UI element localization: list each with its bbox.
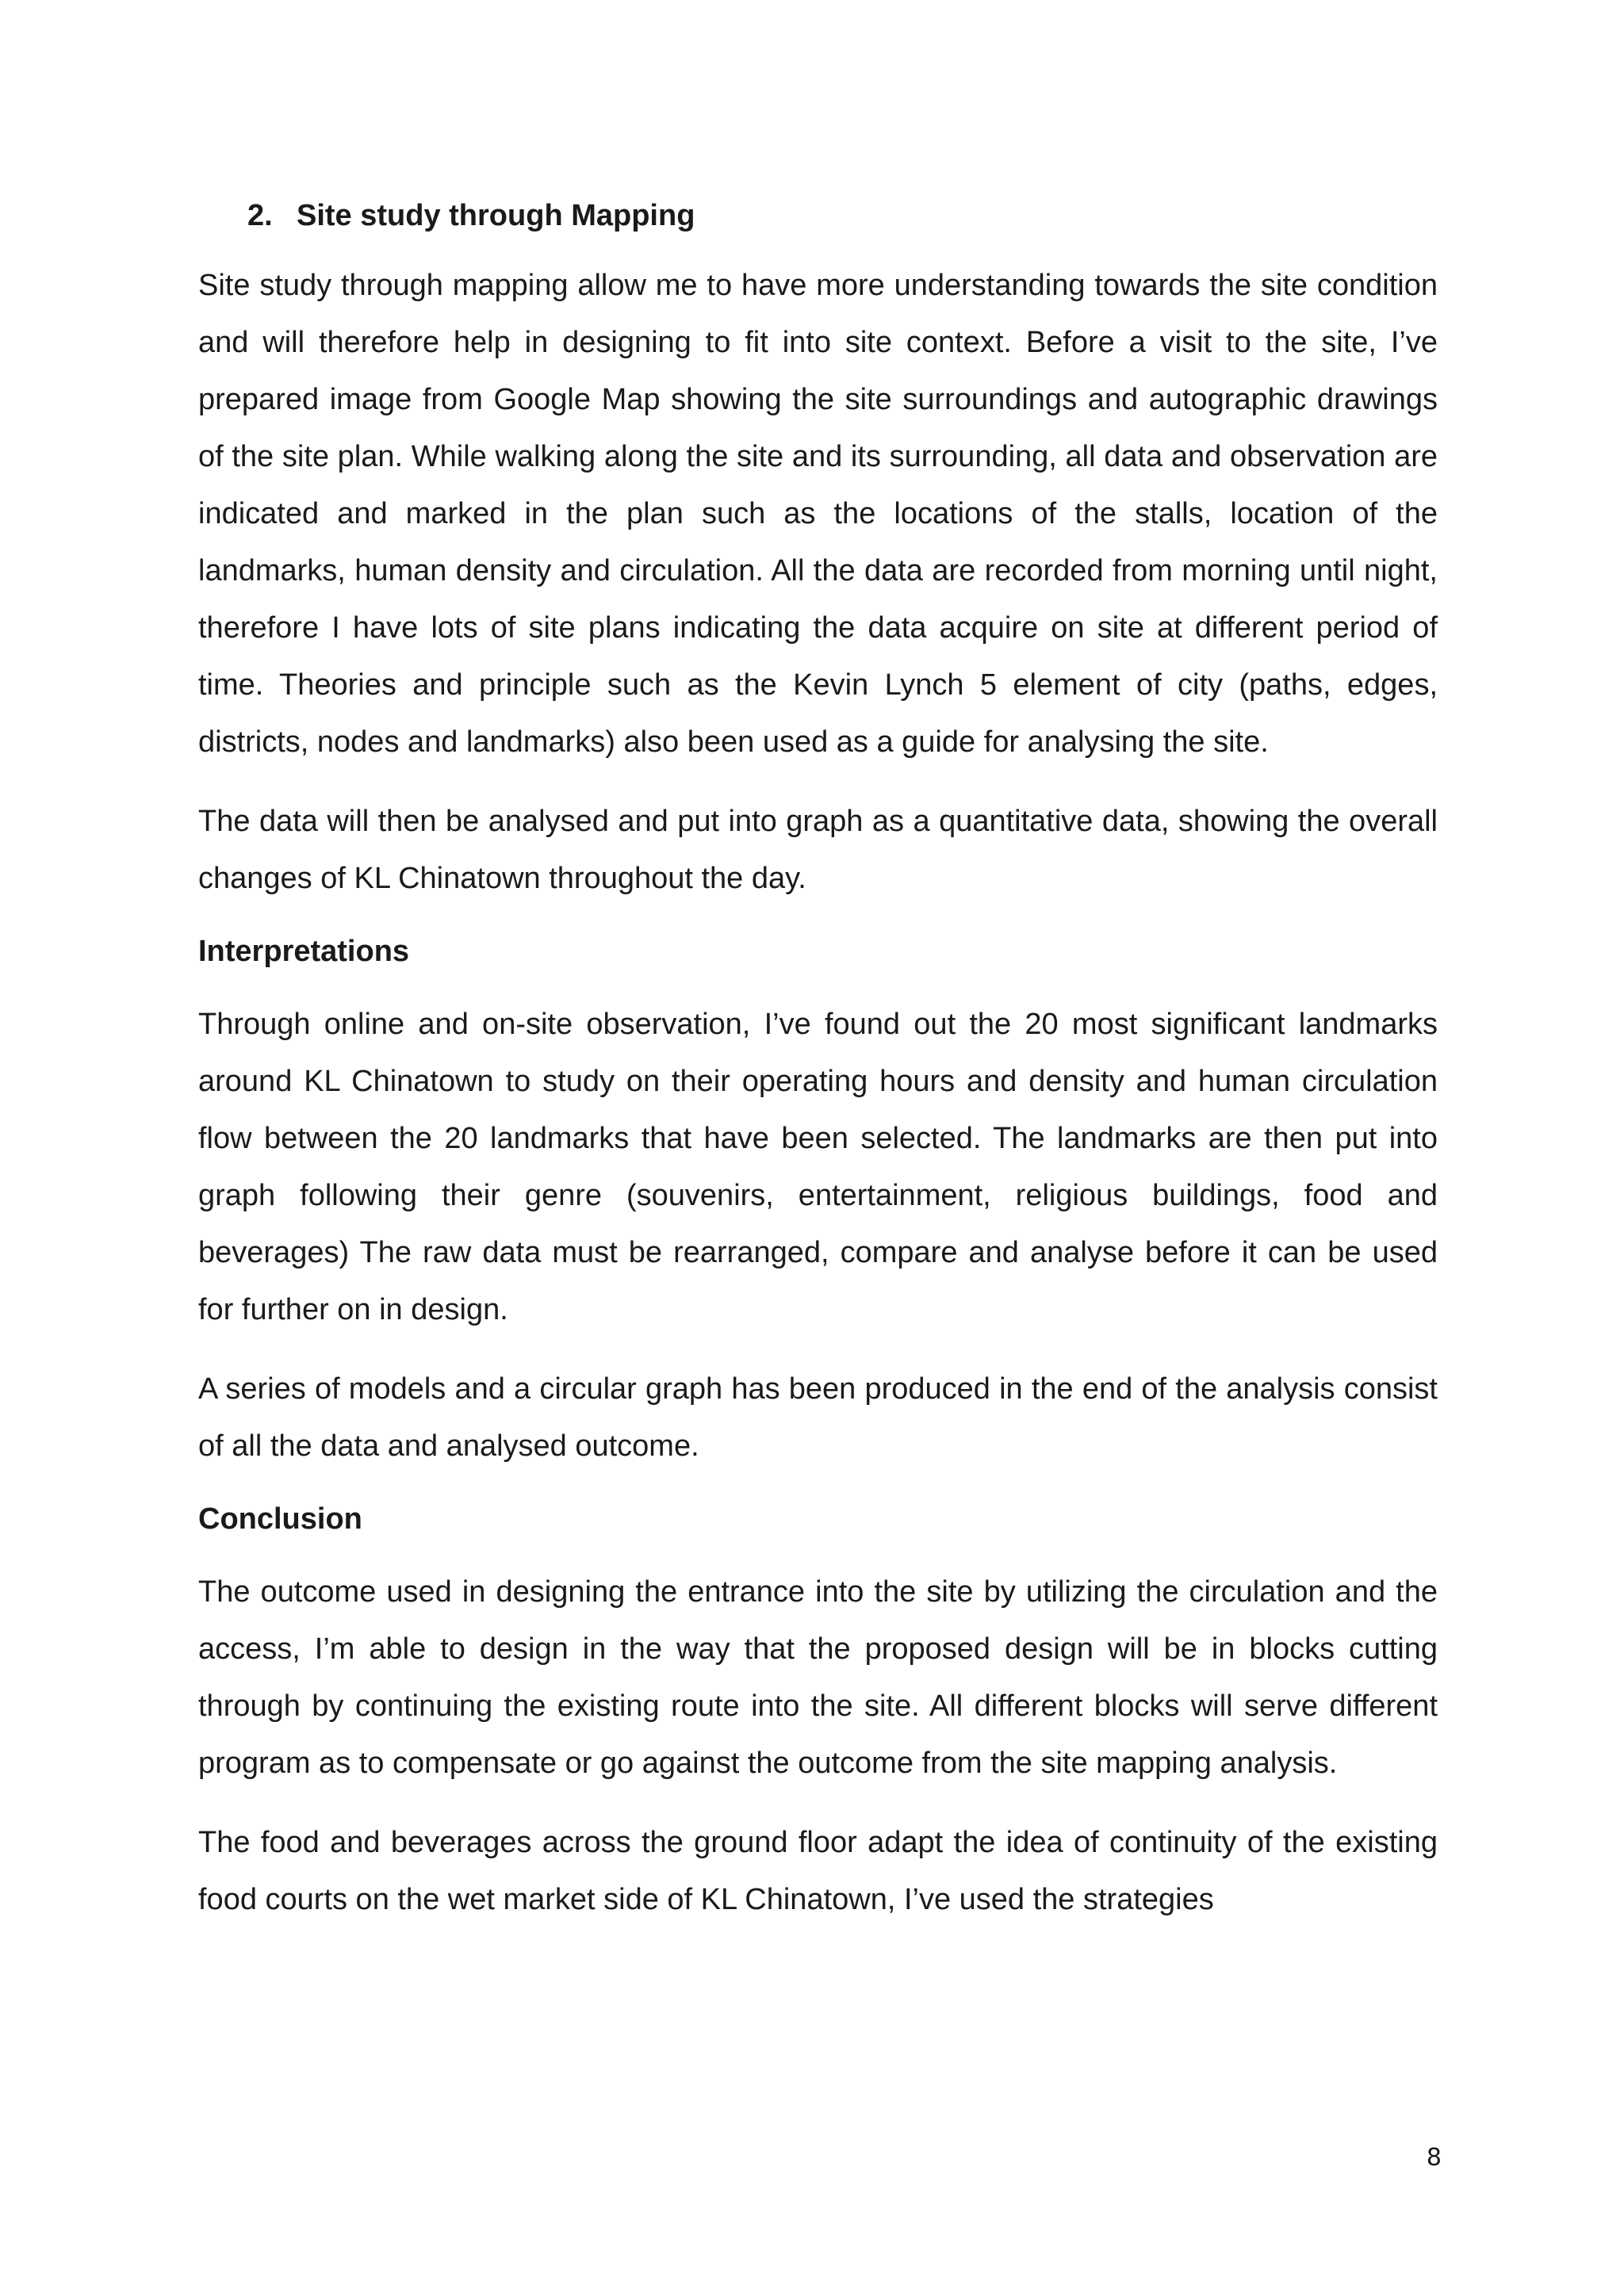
page-number: 8 [1426, 2144, 1442, 2172]
interpretations-heading: Interpretations [198, 935, 410, 968]
conclusion-paragraph-2: The food and beverages across the ground floor adapt the idea of continuity of the existing food courts on the wet market side of KL Chinatown, I’ve used the strategies [198, 1826, 1438, 1916]
conclusion-paragraph-1: The outcome used in designing the entrance into the site by utilizing the circulation and the access, I’m able to design in the way that the proposed design will be in blocks cutting through by continuing the existing route into the site. All different blocks will serve different program as to compensate or go against the outcome from the site mapping analysis. [198, 1575, 1438, 1780]
conclusion-heading: Conclusion [198, 1502, 362, 1536]
interpretations-paragraph-1: Through online and on-site observation, I’ve found out the 20 most significant landmarks around KL Chinatown to study on their operating hours and density and human circulation flow between the 20 landmarks that have been selected. The landmarks are then put into graph following their genre (souvenirs, entertainment, religious buildings, food and beverages) The raw data must be rearranged, compare and analyse before it can be used for further on in design. [198, 1008, 1438, 1326]
intro-paragraph-1: Site study through mapping allow me to have more understanding towards the site condition and will therefore help in designing to fit into site context. Before a visit to the site, I’ve prepared image from Google Map showing the site surroundings and autographic drawings of the site plan. While walking along the site and its surrounding, all data and observation are indicated and marked in the plan such as the locations of the stalls, location of the landmarks, human density and circulation. All the data are recorded from morning until night, therefore I have lots of site plans indicating the data acquire on site at different period of time. Theories and principle such as the Kevin Lynch 5 element of city (paths, edges, districts, nodes and landmarks) also been used as a guide for analysing the site. [198, 269, 1438, 759]
intro-paragraph-2: The data will then be analysed and put into graph as a quantitative data, showing the overall changes of KL Chinatown throughout the day. [198, 805, 1438, 895]
page-content [198, 193, 1438, 1950]
interpretations-paragraph-2: A series of models and a circular graph has been produced in the end of the analysis consist of all the data and analysed outcome. [198, 1372, 1438, 1463]
section-heading [198, 193, 1438, 238]
section-number: 2. [247, 199, 273, 232]
section-title: Site study through Mapping [297, 199, 695, 232]
